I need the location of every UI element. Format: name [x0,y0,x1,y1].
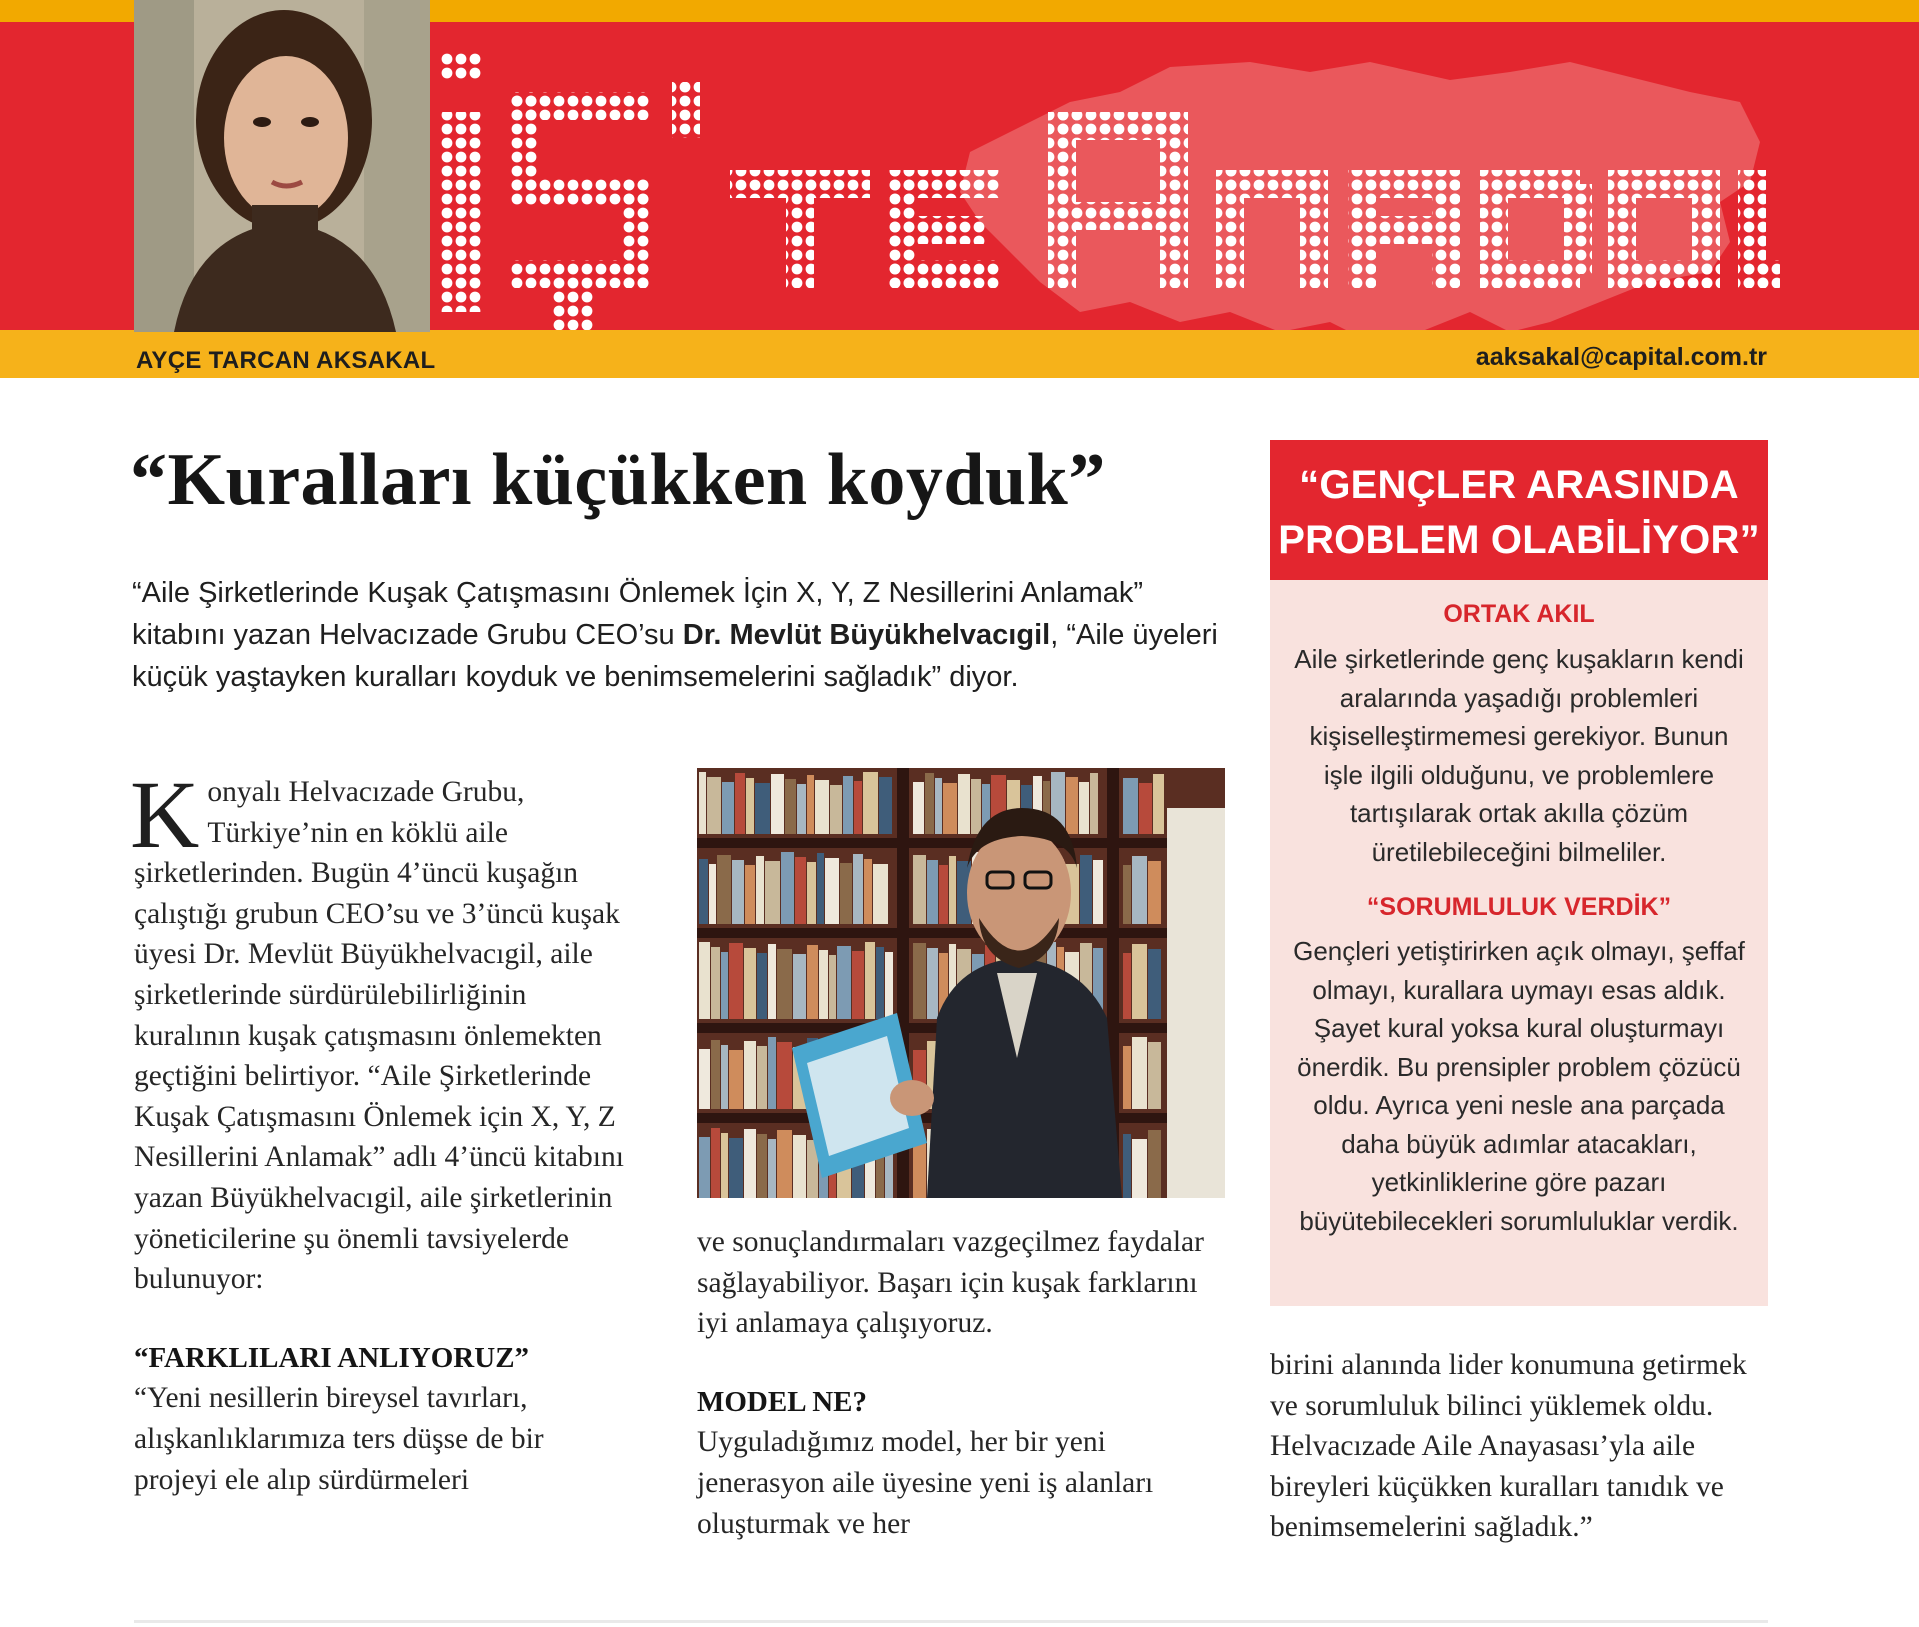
lead-person-name: Dr. Mevlüt Büyükhelvacıgil [682,619,1051,651]
body-paragraph: ve sonuçlandırmaları vazgeçilmez faydalar sağlayabiliyor. Başarı için kuşak farklarını iyi anlamaya çalışıyoruz. [697,1226,1204,1340]
sidebar-subheading-ortak-akil: ORTAK AKIL [1443,600,1595,628]
sidebar-title: “GENÇLER ARASINDA PROBLEM OLABİLİYOR” [1278,463,1760,562]
body-paragraph: Uyguladığımız model, her bir yeni jenerasyon aile üyesine yeni iş alanları oluşturmak ve her [697,1426,1154,1540]
article-headline: “Kuralları küçükken koyduk” [130,439,1106,521]
body-text: onyalı Helvacızade Grubu, Türkiye’nin en köklü aile şirketlerinden. Bugün 4’üncü kuşağın çalıştığı grubun CEO’su ve 3’üncü kuşak üyesi Dr. Mevlüt Büyükhelvacıgil, aile şirketlerinde sürdürülebilirliğinin kuralının kuşak çatışmasını önlemekten geçtiğini belirtiyor. “Aile Şirketlerinde Kuşak Çatışmasını Önlemek için X, Y, Z Nesillerini Anlamak” adlı 4’üncü kitabını yazan Büyükhelvacıgil, aile şirketlerinin yöneticilerine şu önemli tavsiyelerde bulunuyor: [134,776,624,1296]
author-portrait [134,0,430,332]
sidebar-subheading-sorumluluk: “SORUMLULUK VERDİK” [1366,893,1672,921]
subheading-model-ne: MODEL NE? [697,1385,867,1418]
subheading-farklilari: “FARKLILARI ANLIYORUZ” [134,1341,530,1374]
lead-text-part2: , “Aile üyeleri küçük yaştayken kuralları koyduk ve benimsemelerini sağladık” diyor. [132,619,1218,693]
body-column-1 [130,761,624,1500]
body-paragraph: birini alanında lider konumuna getirmek ve sorumluluk bilinci yüklemek oldu. Helvacızade Aile Anayasası’yla aile bireyleri küçükken kuralları tanıdık ve benimsemelerini sağladık.” [1270,1349,1747,1544]
body-column-2 [697,1222,1217,1544]
author-email-link[interactable]: aaksakal@capital.com.tr [1475,343,1767,371]
lead-text-part1: “Aile Şirketlerinde Kuşak Çatışmasını Önlemek İçin X, Y, Z Nesillerini Anlamak” kitabını yazan Helvacızade Grubu CEO’su [132,577,1144,651]
drop-cap: K [130,761,200,868]
bottom-rule [134,1620,1768,1623]
masthead-header [0,0,1919,378]
body-column-3 [1270,1345,1765,1548]
sidebar-box [1270,440,1768,1306]
author-name: AYÇE TARCAN AKSAKAL [136,347,436,374]
body-paragraph: “Yeni nesillerin bireysel tavırları, alışkanlıklarımıza ters düşse de bir projeyi ele alıp sürdürmeleri [134,1382,544,1496]
sidebar-text-1: Aile şirketlerinde genç kuşakların kendi aralarında yaşadığı problemleri kişiselleştirmemesi gerekiyor. Bunun işle ilgili olduğunu, ve problemlere tartışılarak ortak akılla çözüm üretilebileceğini bilmeliler. [1294,644,1744,867]
body-paragraph [130,761,624,1300]
dotted-title-graphic [440,52,1780,330]
sidebar-header [1270,440,1768,580]
article-lead [132,572,1232,698]
sidebar-text-2: Gençleri yetiştirirken açık olmayı, şeffaf olmayı, kurallara uymayı esas aldık. Şayet kural yoksa kural oluşturmayı önerdik. Bu prensipler problem çözücü oldu. Ayrıca yeni nesle ana parçada daha büyük adımlar atacakları, yetkinliklerine göre pazarı büyütebilecekleri sorumluluklar verdik. [1293,936,1745,1236]
article-photo [697,768,1225,1198]
